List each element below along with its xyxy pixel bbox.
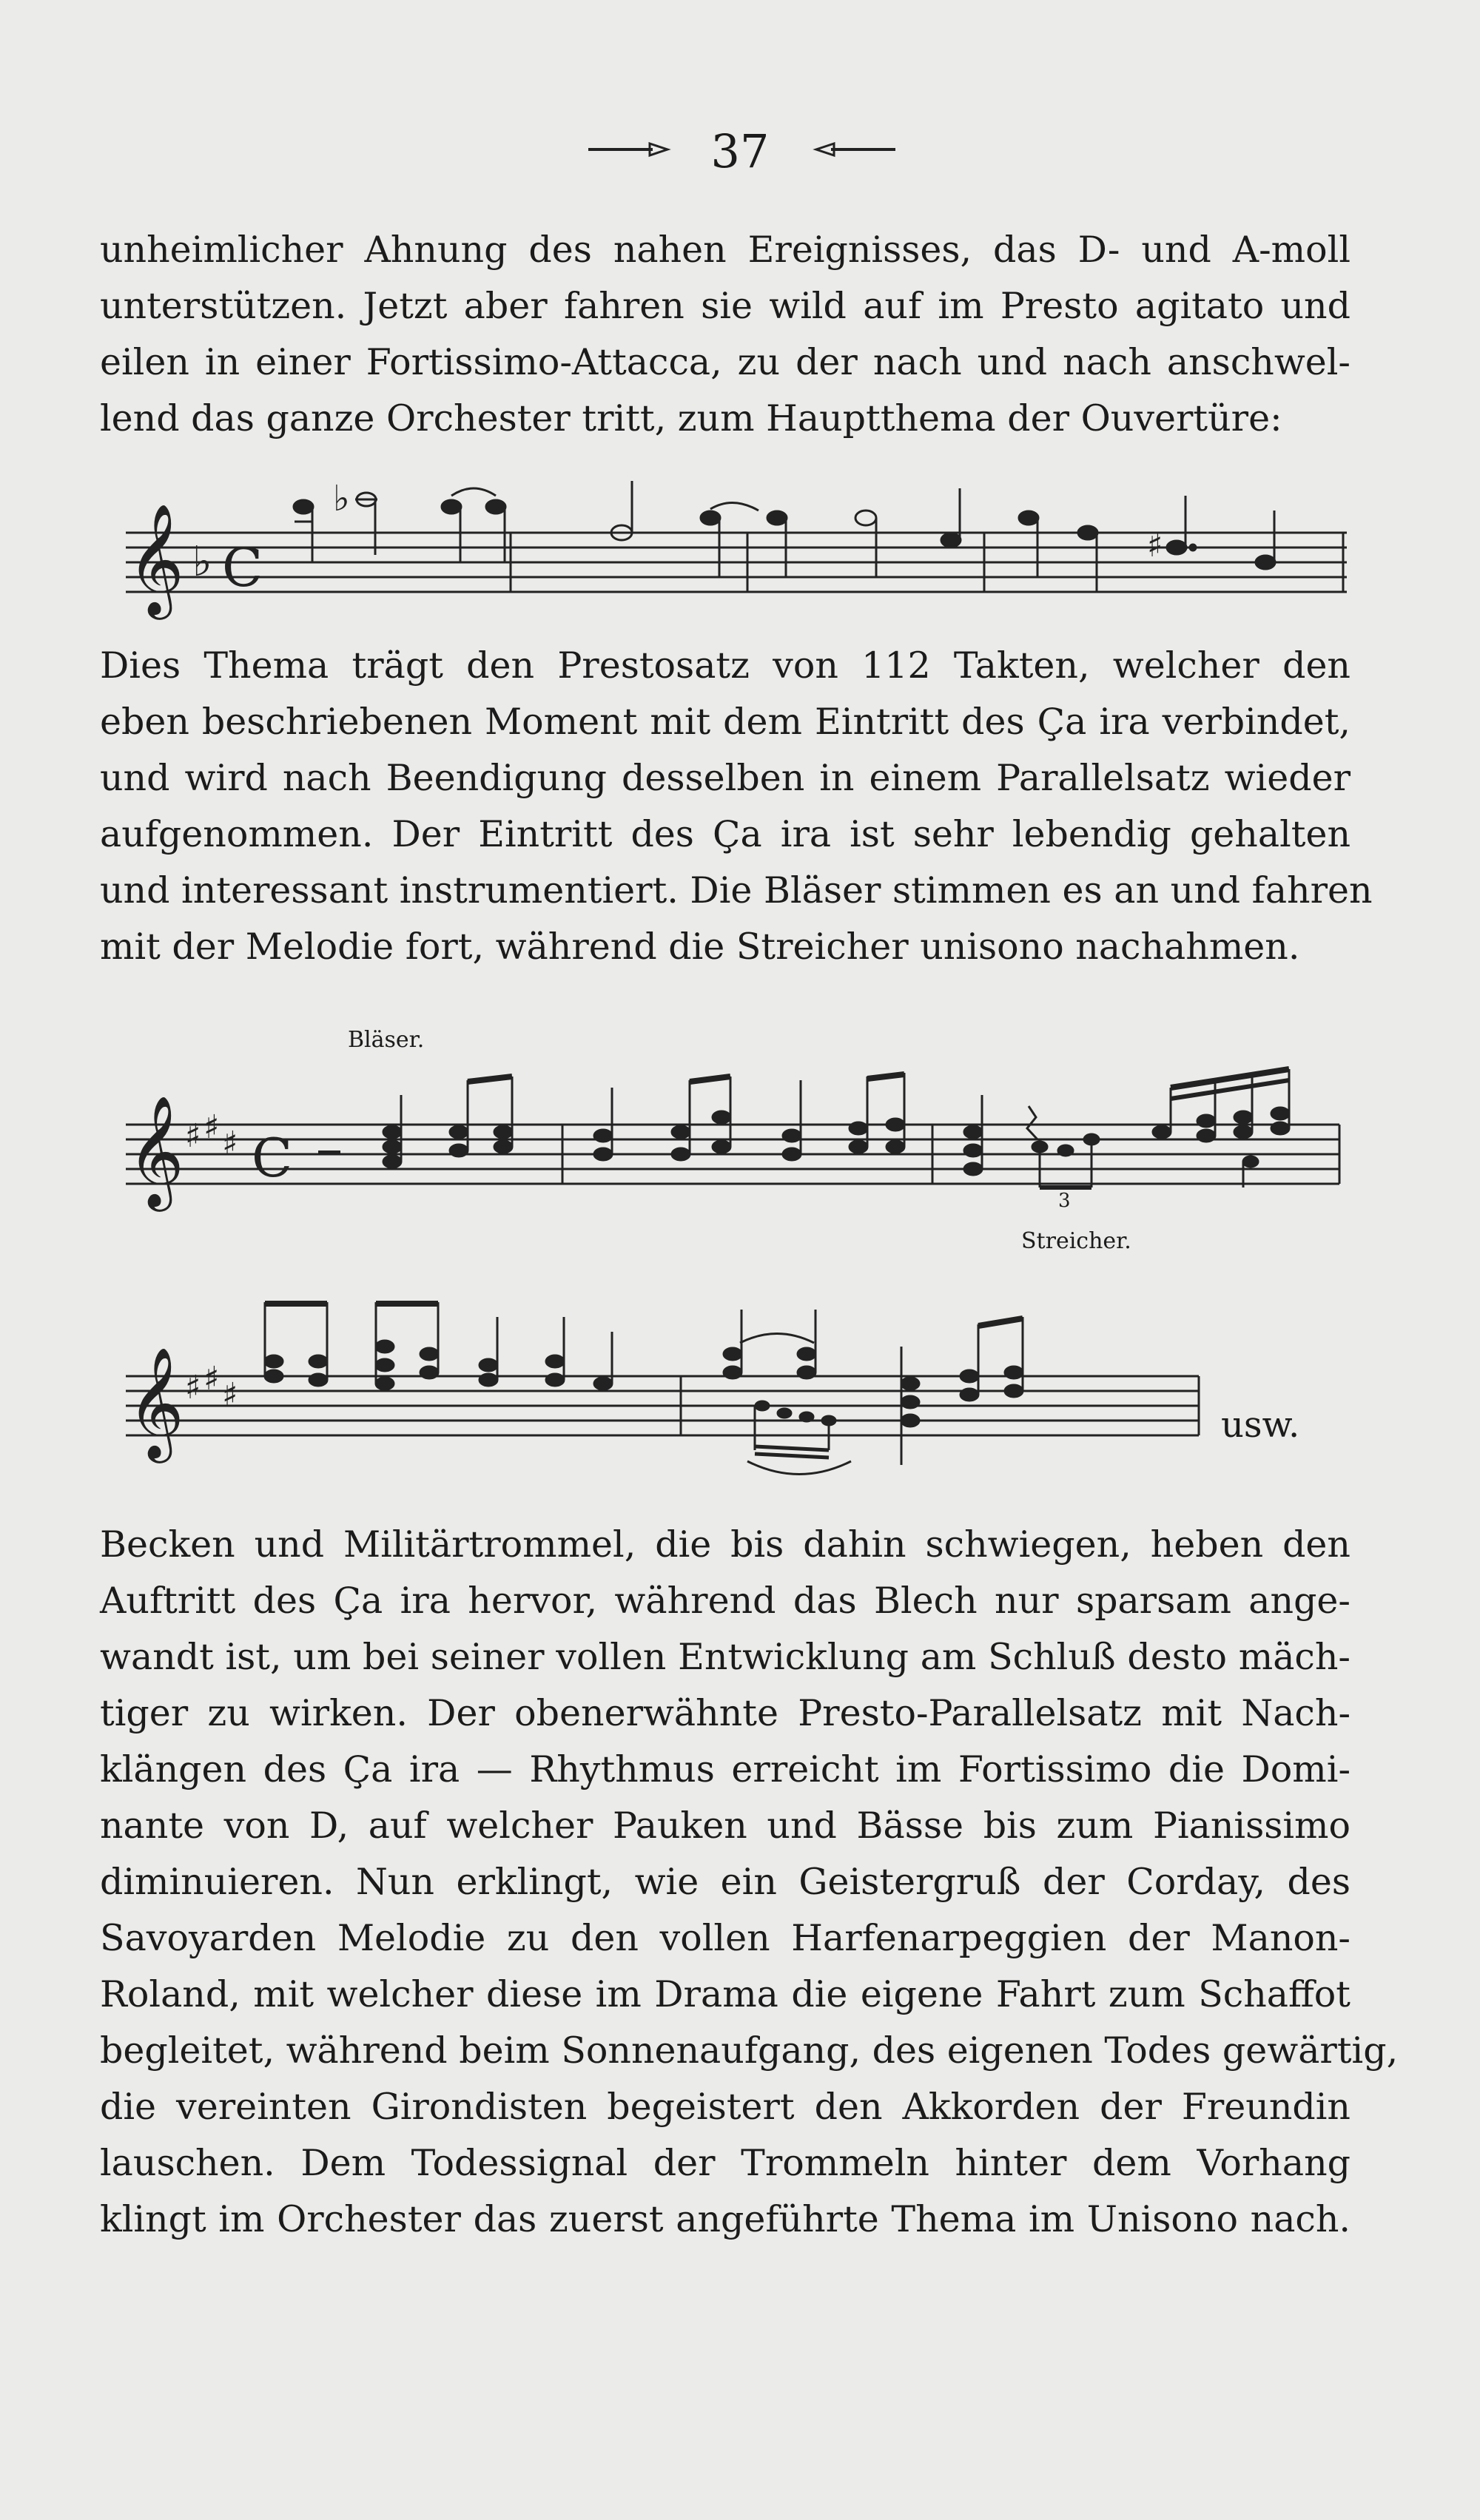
svg-text:♯: ♯: [1147, 527, 1163, 565]
svg-text:𝄞: 𝄞: [127, 1346, 184, 1458]
text-line: begleitet, während beim Sonnenaufgang, des eigenen Todes gewärtig,: [100, 2029, 1399, 2072]
text-line: unheimlicher Ahnung des nahen Ereignisses, das D- und A-moll: [100, 229, 1350, 271]
page-number: 37: [710, 124, 770, 178]
svg-text:𝄞: 𝄞: [127, 502, 184, 615]
label-blaeser: Bläser.: [348, 1027, 425, 1053]
music-example-main-theme: [111, 474, 1354, 644]
text-line: nante von D, auf welcher Pauken und Bässe bis zum Pianissimo: [100, 1805, 1350, 1847]
text-line: eilen in einer Fortissimo-Attacca, zu der nach und nach anschwel-: [100, 341, 1350, 383]
svg-text:♯: ♯: [204, 1360, 220, 1398]
music-example-caira-system-1: [111, 1036, 1354, 1221]
text-line: unterstützen. Jetzt aber fahren sie wild auf im Presto agitato und: [100, 285, 1350, 327]
svg-text:𝄞: 𝄞: [127, 1094, 184, 1207]
paragraph-3: [100, 1517, 1399, 2248]
text-line: Dies Thema trägt den Prestosatz von 112 Takten, welcher den: [100, 644, 1350, 687]
text-line: Becken und Militärtrommel, die bis dahin schwiegen, heben den: [100, 1523, 1350, 1566]
svg-text:♯: ♯: [222, 1376, 238, 1414]
text-line: und interessant instrumentiert. Die Bläser stimmen es an und fahren: [100, 869, 1373, 912]
text-line: klingt im Orchester das zuerst angeführte Thema im Unisono nach.: [100, 2198, 1350, 2240]
text-line: Savoyarden Melodie zu den vollen Harfenarpeggien der Manon-: [100, 1917, 1350, 1959]
triplet-mark: 3: [1058, 1190, 1071, 1212]
svg-text:C: C: [222, 536, 263, 599]
page-header: [0, 118, 1480, 185]
svg-text:♯: ♯: [222, 1125, 238, 1162]
music-example-caira-system-2: [111, 1273, 1221, 1495]
text-line: mit der Melodie fort, während die Streicher unisono nachahmen.: [100, 926, 1300, 968]
text-line: die vereinten Girondisten begeistert den Akkorden der Freundin: [100, 2086, 1350, 2128]
paragraph-1: [100, 222, 1350, 447]
text-line: und wird nach Beendigung desselben in einem Parallelsatz wieder: [100, 757, 1350, 799]
svg-text:♯: ♯: [185, 1117, 201, 1155]
text-line: diminuieren. Nun erklingt, wie ein Geistergruß der Corday, des: [100, 1861, 1350, 1903]
left-ornament-icon: [585, 118, 681, 163]
svg-text:♭: ♭: [333, 478, 350, 519]
label-streicher: Streicher.: [1021, 1228, 1131, 1254]
continuation-mark: usw.: [1221, 1404, 1300, 1446]
text-line: eben beschriebenen Moment mit dem Eintritt des Ça ira verbindet,: [100, 701, 1350, 743]
svg-text:♭: ♭: [192, 538, 212, 586]
text-line: klängen des Ça ira — Rhythmus erreicht im Fortissimo die Domi-: [100, 1748, 1350, 1790]
text-line: lend das ganze Orchester tritt, zum Hauptthema der Ouvertüre:: [100, 397, 1282, 439]
right-ornament-icon: [803, 118, 899, 163]
svg-text:♯: ♯: [204, 1108, 220, 1146]
text-line: lauschen. Dem Todessignal der Trommeln hinter dem Vorhang: [100, 2142, 1350, 2184]
svg-text:♯: ♯: [185, 1369, 201, 1406]
text-line: wandt ist, um bei seiner vollen Entwicklung am Schluß desto mäch-: [100, 1636, 1350, 1678]
text-line: tiger zu wirken. Der obenerwähnte Presto-Parallelsatz mit Nach-: [100, 1692, 1350, 1734]
svg-text:C: C: [252, 1127, 293, 1189]
text-line: Auftritt des Ça ira hervor, während das Blech nur sparsam ange-: [100, 1580, 1350, 1622]
text-line: aufgenommen. Der Eintritt des Ça ira ist sehr lebendig gehalten: [100, 813, 1350, 855]
text-line: Roland, mit welcher diese im Drama die eigene Fahrt zum Schaffot: [100, 1973, 1350, 2015]
paragraph-2: [100, 638, 1373, 975]
